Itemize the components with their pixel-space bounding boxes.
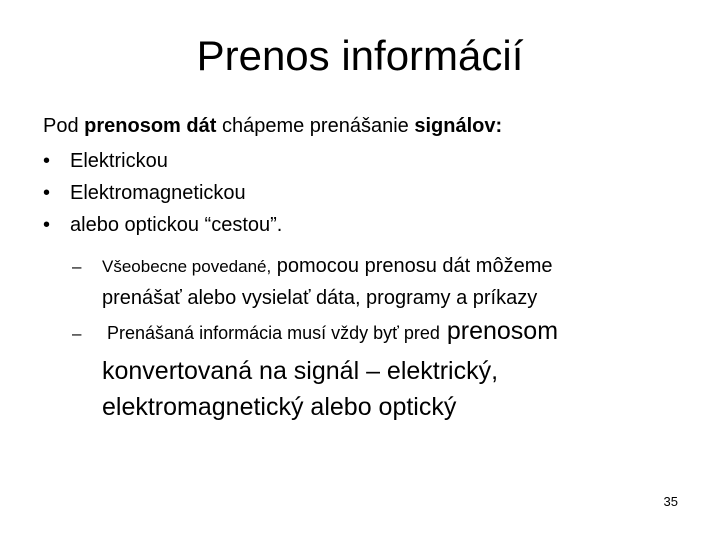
sub-point-line-3: elektromagnetický alebo optický (102, 393, 457, 421)
list-item (43, 209, 282, 241)
bullet-text: alebo optickou “cestou”. (70, 214, 283, 236)
sub-point-line-2: konvertovaná na signál – elektrický, (102, 357, 499, 385)
intro-bold-1: prenosom dát (84, 115, 217, 137)
intro-sentence (43, 113, 502, 139)
intro-text-1: Pod (43, 115, 85, 137)
intro-bold-2: signálov: (414, 115, 503, 137)
bullet-icon: • (43, 214, 51, 236)
bullet-text: Elektrickou (70, 150, 168, 172)
sub-point-large-text: prenosom (439, 317, 559, 345)
sub-point-small-text: Všeobecne povedané, (102, 257, 272, 276)
list-item (43, 177, 282, 209)
dash-icon: – (72, 257, 82, 276)
sub-point-large-text: pomocou prenosu dát môžeme (271, 255, 553, 277)
intro-text-2: chápeme prenášanie (216, 115, 415, 137)
sub-point-conversion (72, 313, 712, 425)
dash-icon: – (72, 324, 82, 343)
page-number: 35 (663, 494, 678, 509)
sub-point-general (72, 251, 692, 314)
list-item (43, 145, 282, 177)
bullet-icon: • (43, 150, 51, 172)
slide-title: Prenos informácií (196, 32, 524, 79)
bullet-text: Elektromagnetickou (70, 182, 246, 204)
sub-point-small-text: Prenášaná informácia musí vždy byť pred (102, 323, 440, 343)
bullet-icon: • (43, 182, 51, 204)
bullet-list (43, 145, 282, 241)
sub-point-line-2: prenášať alebo vysielať dáta, programy a príkazy (102, 287, 538, 309)
